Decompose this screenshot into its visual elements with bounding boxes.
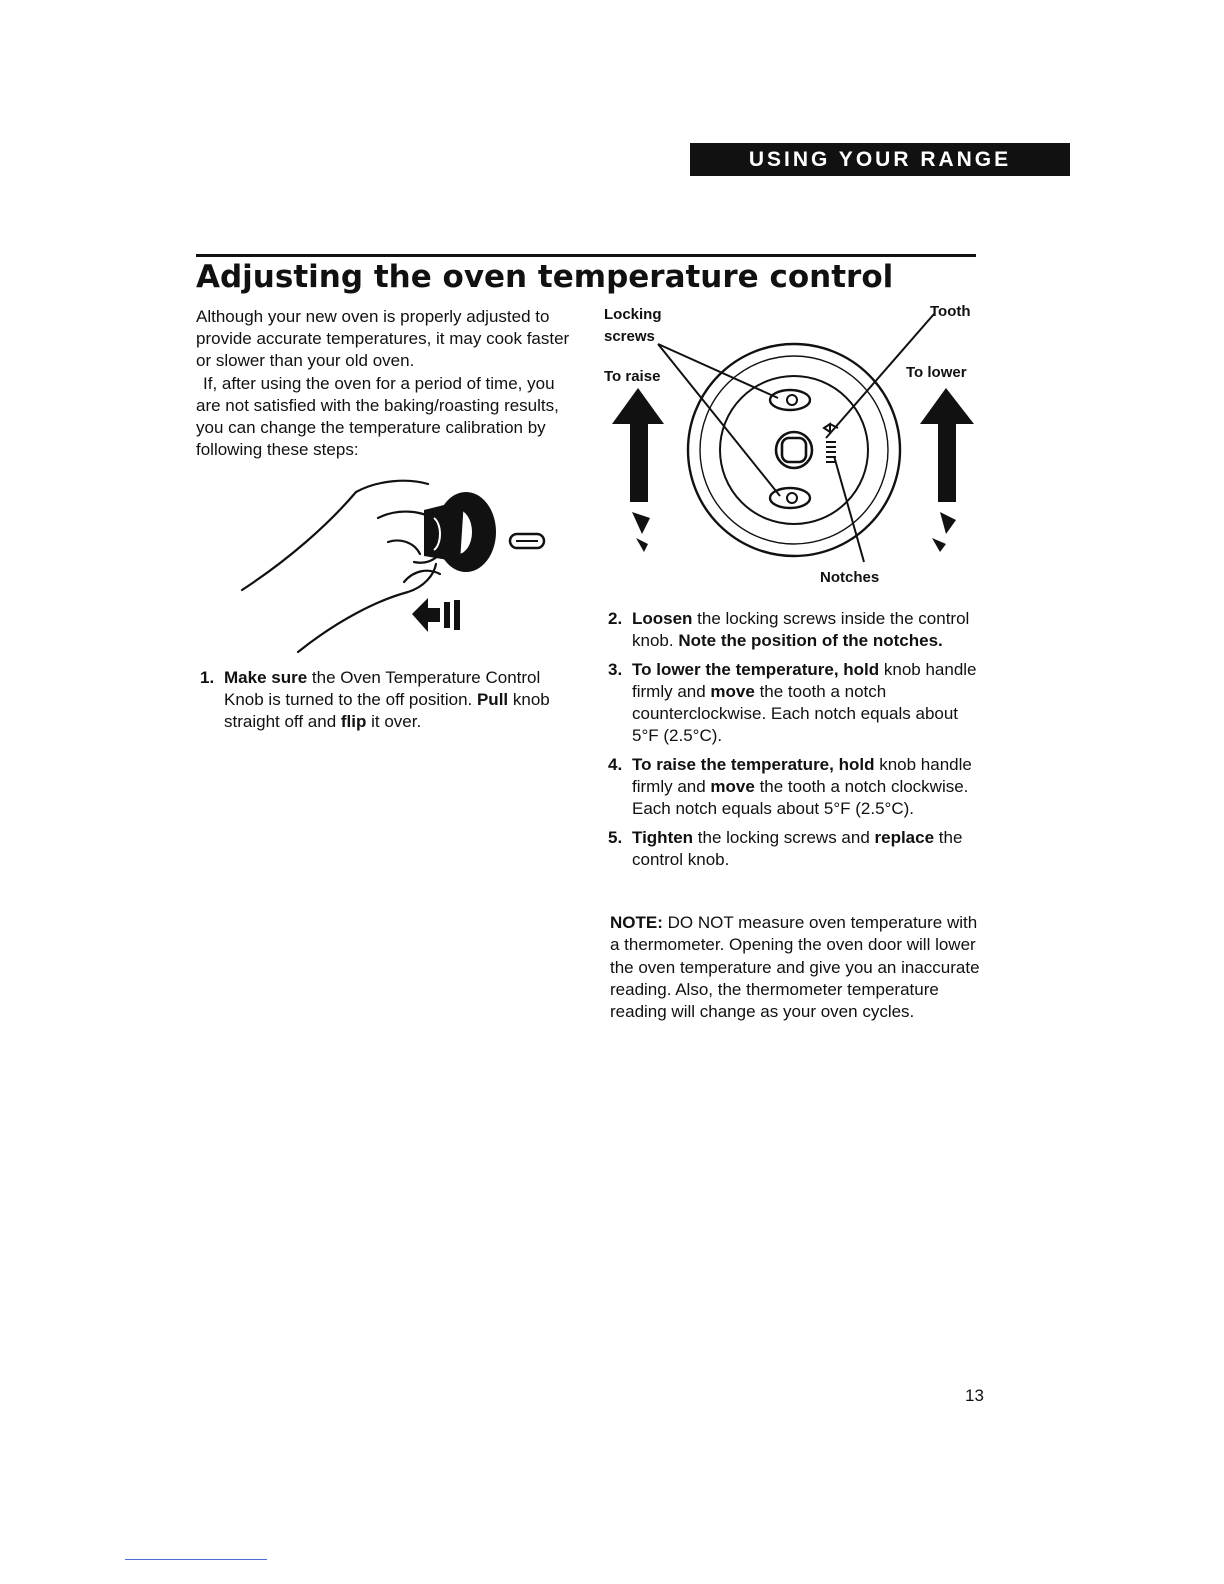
note-text: DO NOT measure oven temperature with a thermometer. Opening the oven door will lower the oven temperature and give you an inaccurate reading. Also, the thermometer temperature reading will change as your oven cycles.: [610, 913, 980, 1022]
step-number: 4.: [608, 754, 623, 774]
intro-paragraph-1: Although your new oven is properly adjusted to provide accurate temperatures, it may cook faster or slower than your old oven.: [196, 307, 570, 371]
step-text: the control knob.: [632, 827, 963, 869]
step-emphasis: Note the position of the notches.: [678, 631, 943, 651]
label-to-raise: To raise: [604, 368, 661, 385]
steps-list-left: [200, 667, 580, 739]
title-rule: [196, 254, 976, 257]
note-label: NOTE:: [610, 913, 663, 932]
step-emphasis: To raise the temperature, hold: [632, 754, 875, 774]
step-emphasis: flip: [340, 712, 367, 731]
step-number: 1.: [200, 668, 215, 687]
page-number: 13: [965, 1386, 984, 1405]
label-notches: Notches: [820, 569, 880, 586]
step-text: the tooth a notch clockwise. Each notch equals about 5°F (2.5°C).: [632, 777, 969, 819]
label-to-lower: To lower: [906, 364, 967, 381]
step-text: the locking screws and: [693, 827, 875, 847]
page-title: Adjusting the oven temperature control: [196, 259, 894, 295]
footer-rule: [125, 1559, 267, 1560]
step-emphasis: replace: [874, 827, 935, 847]
intro-text: [196, 306, 576, 461]
label-screws: screws: [604, 328, 655, 345]
knob-removal-illustration: [228, 470, 548, 660]
step-number: 2.: [608, 609, 623, 628]
note: [610, 912, 990, 1023]
step-text: knob straight off and: [224, 690, 550, 731]
step-text: knob handle firmly and: [632, 754, 972, 797]
steps-list-right: [608, 608, 988, 877]
knob-face: [688, 344, 900, 556]
knob-adjustment-diagram: [598, 300, 988, 600]
step-emphasis: To lower the temperature, hold: [632, 659, 880, 679]
step-emphasis: Make sure: [224, 668, 308, 687]
step-number: 5.: [608, 827, 623, 847]
label-locking: Locking: [604, 306, 662, 323]
raise-arrow-icon: [612, 388, 664, 552]
step-text: the tooth a notch counterclockwise. Each notch equals about 5°F (2.5°C).: [632, 681, 959, 746]
step-3: [608, 659, 988, 748]
lower-arrow-icon: [920, 388, 974, 552]
step-emphasis: move: [710, 681, 755, 701]
step-1: [200, 667, 580, 733]
step-emphasis: Loosen: [632, 609, 693, 628]
step-text: knob handle firmly and: [632, 659, 977, 701]
step-5: [608, 827, 988, 872]
step-text: the Oven Temperature Control Knob is turned to the off position.: [224, 668, 541, 709]
step-text: the locking screws inside the control knob.: [632, 609, 970, 651]
label-tooth: Tooth: [930, 303, 971, 320]
step-4: [608, 754, 988, 821]
step-emphasis: move: [710, 777, 755, 797]
step-number: 3.: [608, 659, 623, 679]
step-text: it over.: [366, 712, 422, 731]
step-emphasis: Pull: [476, 690, 509, 709]
step-2: [608, 608, 988, 653]
section-banner: USING YOUR RANGE: [690, 143, 1070, 176]
intro-paragraph-2: If, after using the oven for a period of time, you are not satisfied with the baking/roasting results, you can change the temperature calibration by following these steps:: [196, 373, 559, 460]
step-emphasis: Tighten: [632, 827, 694, 847]
